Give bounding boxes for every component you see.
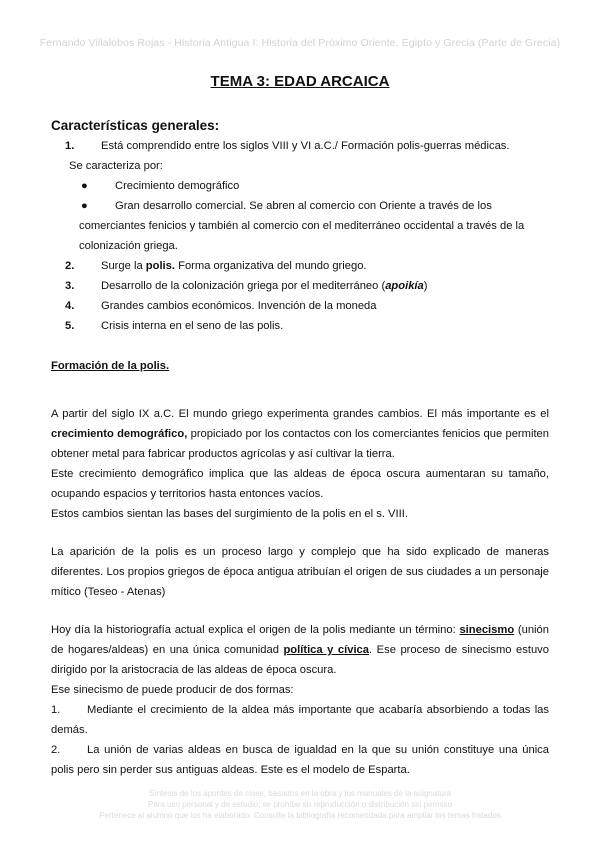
list-text: Está comprendido entre los siglos VIII y VI a.C./ Formación polis-guerras médicas. — [101, 140, 510, 152]
paragraph: Estos cambios sientan las bases del surgimiento de la polis en el s. VIII. — [51, 508, 408, 520]
paragraph: La aparición de la polis es un proceso largo y complejo que ha sido explicado de maneras diferentes. Los propios griegos de época antigua atribuían el origen de sus ciudades a un personaje mítico (Teseo - Atenas) — [51, 546, 549, 598]
list-number: 1. — [65, 140, 75, 152]
list-item — [51, 296, 549, 316]
list-text: Grandes cambios económicos. Invención de la moneda — [101, 300, 377, 312]
bullet-item — [51, 196, 549, 216]
section-heading-formacion: Formación de la polis. — [51, 360, 170, 372]
bullet-text-cont: colonización griega. — [79, 240, 178, 252]
numbered-paragraph: 1. Mediante el crecimiento de la aldea más importante que acabaría absorbiendo a todas las demás. — [51, 704, 549, 736]
footer-line: Para uso personal y de estudio; se prohíbe su reproducción o distribución sin permiso — [147, 800, 453, 809]
list-text: Desarrollo de la colonización griega por el mediterráneo (apoikía) — [101, 280, 428, 292]
list-item — [51, 136, 549, 156]
bullet-item — [51, 176, 549, 196]
list-item — [51, 316, 549, 336]
bullet-text: Crecimiento demográfico — [115, 180, 240, 192]
footer-line: Síntesis de los apuntes de clase, basados en la obra y los manuales de la asignatura — [149, 789, 451, 798]
document-body — [51, 116, 549, 780]
list-item — [51, 256, 549, 276]
page-header: Fernando Villalobos Rojas - Historia Antigua I: Historia del Próximo Oriente, Egipto y Grecia (Parte de Grecia) — [39, 37, 561, 49]
footer-line: Pertenece al alumno que los ha elaborado. Consulte la bibliografía recomendada para ampliar los temas tratados — [99, 811, 501, 820]
paragraph: Ese sinecismo de puede producir de dos formas: — [51, 684, 294, 696]
page-footer — [0, 788, 600, 821]
bullet-icon: ● — [81, 180, 88, 192]
paragraph: A partir del siglo IX a.C. El mundo griego experimenta grandes cambios. El más importante es el crecimiento demográfico, propiciado por los contactos con los comerciantes fenicios que permiten obtener metal para fabricar productos agrícolas y así cultivar la tierra. — [51, 408, 550, 460]
paragraph: Hoy día la historiografía actual explica el origen de la polis mediante un término: sinecismo (unión de hogares/aldeas) en una única comunidad política y cívica. Ese proceso de sinecismo estuvo dirigido por la aristocracia de las aldeas de época oscura. — [51, 624, 549, 676]
list-text: Surge la polis. Forma organizativa del mundo griego. — [101, 260, 367, 272]
characterized-label: Se caracteriza por: — [69, 160, 163, 172]
section-heading-general: Características generales: — [51, 118, 220, 133]
list-text: Crisis interna en el seno de las polis. — [101, 320, 284, 332]
bullet-text: Gran desarrollo comercial. Se abren al comercio con Oriente a través de los — [115, 200, 492, 212]
list-item — [51, 276, 549, 296]
list-number: 5. — [65, 320, 75, 332]
list-number: 3. — [65, 280, 75, 292]
bullet-text-cont: comerciantes fenicios y también al comercio con el mediterráneo occidental a través de la — [79, 220, 525, 232]
numbered-paragraph: 2. La unión de varias aldeas en busca de igualdad en la que su unión constituye una única polis pero sin perder sus antiguas aldeas. Este es el modelo de Esparta. — [51, 744, 549, 776]
page-title: TEMA 3: EDAD ARCAICA — [210, 73, 390, 90]
list-number: 4. — [65, 300, 75, 312]
paragraph: Este crecimiento demográfico implica que las aldeas de época oscura aumentaran su tamaño, ocupando espacios y territorios hasta entonces vacíos. — [51, 468, 549, 500]
list-number: 2. — [65, 260, 75, 272]
bullet-icon: ● — [81, 200, 88, 212]
